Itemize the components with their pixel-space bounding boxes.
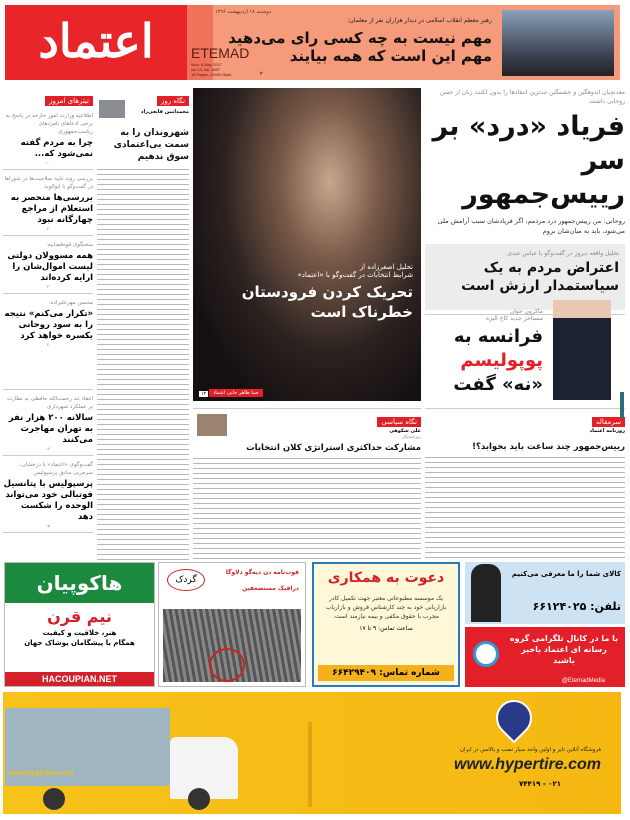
- brief-item[interactable]: [3, 395, 93, 456]
- brief-page: ۴: [46, 226, 50, 231]
- hacoupian-url[interactable]: HACOUPIAN.NET: [5, 672, 154, 686]
- magazine-title2: درافیک مستضعفین: [242, 585, 299, 592]
- brief-headline: سالانه ۲۰۰ هزار نفر به تهران مهاجرت می‌کنند: [8, 413, 93, 445]
- brief-kicker: سخنگوی قوه‌قضاییه:: [45, 242, 93, 248]
- editorial[interactable]: [425, 408, 625, 558]
- truck-url: www.hypertire.com: [9, 770, 74, 777]
- macron-kicker-2: مستاجر جدید کاخ الیزه: [486, 315, 543, 322]
- macron-kicker-1: ماکرون جوان: [509, 308, 543, 315]
- author-photo: [197, 414, 227, 436]
- column[interactable]: [97, 88, 189, 558]
- brief-kicker: اطلاعیه وزارت امور خارجه در پاسخ به برخی ادعاهای نامزدهای ریاست‌جمهوری: [5, 113, 93, 135]
- column-section: نگاه روز: [157, 96, 189, 106]
- brief-headline: پرسپولیس با پتانسیل فوتبالی خود می‌تواند الوحده را شکست دهد: [3, 479, 93, 522]
- editorial-headline: رییس‌جمهور چند ساعت باید بخوابد؟!: [472, 442, 625, 452]
- column-body: [97, 167, 189, 562]
- telegram-icon: [473, 641, 499, 667]
- photo-credit: صبا طاهر خانی اعتماد: [209, 389, 263, 397]
- magazine-logo: گردک: [167, 569, 205, 591]
- ad-product[interactable]: [465, 562, 625, 624]
- leader-photo: [502, 10, 614, 76]
- brief-page: ۳: [46, 284, 50, 289]
- author-photo: [99, 100, 125, 118]
- date-fa: دوشنبه ۱۸ اردیبهشت ۱۳۹۶: [214, 9, 271, 15]
- politics-body: [193, 456, 421, 561]
- silhouette-icon: [471, 564, 501, 622]
- editorial-section: سرمقاله: [592, 417, 625, 427]
- brief-page: ۱۰: [45, 160, 51, 165]
- macron-headline-red: پوپولیسم: [460, 350, 543, 371]
- masthead: [5, 5, 620, 80]
- product-phone: تلفن: ۶۶۱۲۴۰۲۵: [532, 600, 621, 613]
- lead-story[interactable]: [425, 88, 625, 400]
- hypertire-url[interactable]: www.hypertire.com: [454, 756, 601, 773]
- hacoupian-title: نیم قرن: [47, 607, 112, 626]
- interview-headline: اعتراض مردم به یک سیاستمدار ارزش است: [461, 260, 619, 294]
- wheel-icon: [43, 788, 65, 810]
- brief-kicker: گفت‌وگوی «اعتماد» با درخشان، سرمربی سابق پرسپولیس: [19, 462, 93, 476]
- macron-photo: [553, 300, 611, 400]
- hiring-hours: ساعت تماس: ۹ تا ۱۷: [359, 625, 413, 632]
- politics-author: علی شکوهی: [389, 428, 421, 434]
- page-number: ۲: [260, 71, 263, 77]
- wheel-icon: [188, 788, 210, 810]
- brief-item[interactable]: [3, 461, 93, 533]
- brief-kicker: انتقاد تند رحمت‌الله حافظی به نظارت بر عملکرد شهرداری: [7, 396, 93, 410]
- brief-headline: بررسی‌ها منحصر به استعلام از مراجع چهارگانه نبود: [10, 193, 93, 225]
- column-headline: شهروندان را به سمت بی‌اعتمادی سوق ندهیم: [113, 128, 189, 162]
- brief-item[interactable]: [3, 112, 93, 170]
- brief-page: ۱۴: [45, 446, 51, 451]
- telegram-handle[interactable]: @EtemadMedia: [561, 678, 605, 684]
- ad-hypertire[interactable]: [3, 692, 621, 814]
- politics-section: نگاه سیاسی: [377, 417, 421, 427]
- interview-kicker: تحلیل واقعه دیروز در گفت‌وگو با عباس عبدی: [507, 250, 619, 257]
- headline-line-2: مهم این است که همه بیایند: [289, 47, 492, 65]
- macron-headline-3: «نه» گفت: [453, 374, 543, 395]
- hacoupian-line2: همگام با پیشگامان پوشاک جهان: [24, 639, 135, 647]
- macron-headline-1: فرانسه به: [453, 326, 543, 347]
- hypertire-phone: ۰۲۱ - ۷۴۴۱۹: [519, 780, 561, 788]
- photo-kicker-1: تحلیل اصغرزاده از: [359, 263, 413, 271]
- hiring-body: یک موسسه مطبوعاتی معتبر جهت تکمیل کادر بازاریابی خود به چند کارشناس فروش و بازاریاب مجرب با حقوق مکفی و بیمه نیازمند است.: [325, 595, 447, 620]
- photo-headline-1: تحریک کردن فرودستان: [241, 283, 413, 301]
- photo-kicker-2: شرایط انتخابات در گفت‌وگو با «اعتماد»: [297, 271, 413, 279]
- ad-magazine[interactable]: [158, 562, 306, 687]
- ad-telegram[interactable]: [465, 627, 625, 687]
- politics-article[interactable]: [193, 408, 421, 558]
- ad-hacoupian[interactable]: [4, 562, 155, 687]
- brief-item[interactable]: [3, 241, 93, 294]
- lead-sub: روحانی: من رییس‌جمهور درد مردمم، اگر فریادشان سبب آرامش ملی می‌شود، باید به میان‌شان بروم: [437, 217, 625, 235]
- brief-page: ۳: [46, 342, 50, 347]
- page-ref: ۱۲: [201, 391, 207, 397]
- tower-icon: [308, 722, 312, 807]
- logo: اعتماد: [5, 5, 187, 80]
- top-story-headline[interactable]: [228, 29, 492, 65]
- hacoupian-line1: هنر، خلاقیت و کیفیت: [42, 629, 117, 637]
- volume: vol 14, No. 3857: [191, 67, 221, 72]
- magazine-title1: فوت‌نامه دن دیه‌گو دلاوگا: [225, 569, 299, 576]
- macron-story[interactable]: [453, 308, 543, 397]
- brief-headline: «تکرار می‌کنم» نتیجه را به سود روحانی یکسره خواهد کرد: [4, 309, 93, 341]
- brief-page: ۱۵: [45, 523, 51, 528]
- ad-hiring[interactable]: [312, 562, 460, 687]
- editorial-author: روزنامه اعتماد: [589, 428, 625, 434]
- brief-headline: چرا به مردم گفته نمی‌شود که...: [20, 138, 93, 159]
- column-author: محمدامین قانعی‌راد: [140, 109, 189, 115]
- lead-headline: فریاد «درد» بر سر رییس‌جمهور: [432, 111, 625, 210]
- brief-headline: همه مسوولان دولتی لیست اموال‌شان را ارایه کرده‌اند: [7, 251, 93, 283]
- politics-headline: مشارکت حداکثری استراتژی کلان انتخابات: [246, 443, 421, 453]
- editorial-body: [425, 455, 625, 560]
- brief-item[interactable]: [3, 299, 93, 390]
- product-title: کالای شما را ما معرفی می‌کنیم: [511, 570, 621, 578]
- brief-kicker: بررسی روند تایید صلاحیت‌ها در شوراها در گفت‌وگو با ابوالوند: [4, 176, 93, 190]
- briefs: [3, 88, 93, 558]
- hiring-title: دعوت به همکاری: [327, 570, 445, 586]
- hypertire-tagline: فروشگاه آنلاین تایر و اولین واحد سیار نصب و بالانس در ایران: [459, 747, 601, 753]
- brief-kicker: محسن مهرعلیزاده:: [48, 300, 93, 306]
- lead-kicker: معدنچیان اندوهگین و خشمگین تندترین انتقادها را بدون لکنت زبان از حسن روحانی داشتند: [439, 89, 625, 105]
- color-bar: [620, 392, 624, 418]
- hiring-phone: شماره تماس: ۶۶۴۲۹۴۰۹: [318, 665, 454, 681]
- briefs-section: تیترهای امروز: [45, 96, 93, 106]
- photo-story[interactable]: [193, 88, 421, 401]
- stamp-icon: [209, 648, 245, 682]
- politics-role: روزنامه‌نگار: [402, 434, 421, 439]
- top-story-kicker: رهبر معظم انقلاب اسلامی در دیدار هزاران نفر از معلمان:: [347, 17, 492, 24]
- hacoupian-brand: هاکوپیان: [5, 563, 154, 603]
- headline-line-1: مهم نیست به چه کسی رای می‌دهید: [228, 29, 492, 47]
- brief-item[interactable]: [3, 175, 93, 236]
- date-en: Mon, 8 May 2017: [191, 62, 222, 67]
- hypertire-logo: [489, 693, 540, 744]
- telegram-text: با ما در کانال تلگرامی گروه رسانه ای اعتماد باخبر باشید: [509, 634, 619, 665]
- pages: 16 Pages, 20000 Rials: [191, 72, 232, 77]
- photo-headline-2: خطرناک است: [310, 303, 413, 321]
- latin-name: ETEMAD: [191, 45, 250, 61]
